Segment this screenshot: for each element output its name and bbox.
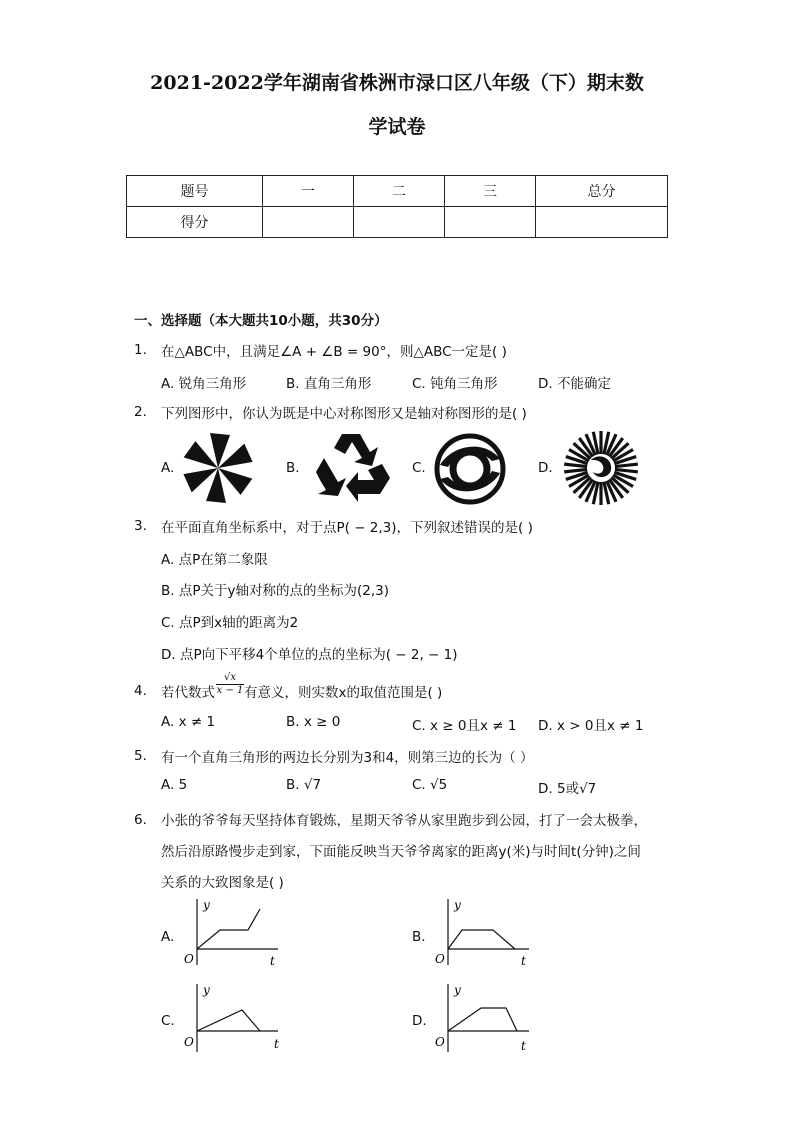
emblem-figure <box>433 432 507 506</box>
origin-label: O <box>435 952 445 966</box>
option-a: A. <box>161 929 175 945</box>
question-stem-prefix: 若代数式 <box>161 685 215 701</box>
question-stem: 在平面直角坐标系中，对于点P( − 2,3)，下列叙述错误的是( ) <box>161 520 533 536</box>
question-number: 2. <box>134 404 147 420</box>
origin-label: O <box>184 1035 194 1049</box>
option-a: A. x ≠ 1 <box>161 714 216 730</box>
origin-label: O <box>435 1035 445 1049</box>
t-label: t <box>521 954 526 968</box>
question-stem: 有一个直角三角形的两边长分别为3和4，则第三边的长为（ ） <box>161 750 534 766</box>
question-stem-suffix: 有意义，则实数x的取值范围是( ) <box>244 685 443 701</box>
t-label: t <box>274 1037 279 1051</box>
option-b: B. 点P关于y轴对称的点的坐标为(2,3) <box>161 583 389 599</box>
option-d: D. 点P向下平移4个单位的点的坐标为( − 2, − 1) <box>161 647 458 663</box>
graph-line <box>448 930 515 949</box>
t-label: t <box>270 954 275 968</box>
question-stem-line: 小张的爷爷每天坚持体育锻炼，星期天爷爷从家里跑步到公园，打了一会太极拳， <box>161 813 647 829</box>
exam-title-line1: 2021-2022学年湖南省株洲市渌口区八年级（下）期末数 <box>150 72 644 94</box>
score-table-score-row <box>127 207 668 238</box>
recycle-figure <box>312 432 390 504</box>
score-header-cell: 题号 <box>127 176 263 207</box>
score-cell <box>445 207 536 238</box>
score-cell <box>354 207 445 238</box>
option-d: D. 5或√7 <box>538 781 597 797</box>
exam-title-line2: 学试卷 <box>368 116 426 138</box>
question-number: 4. <box>134 683 147 699</box>
option-a: A. 5 <box>161 777 188 793</box>
option-c: C. 点P到x轴的距离为2 <box>161 615 299 631</box>
option-b: B. <box>286 460 300 476</box>
option-d: D. <box>412 1013 427 1029</box>
option-c: C. <box>161 1013 175 1029</box>
graph-line <box>448 1008 517 1031</box>
score-cell <box>536 207 668 238</box>
section-heading: 一、选择题（本大题共10小题，共30分） <box>134 313 388 329</box>
question-stem-line: 关系的大致图象是( ) <box>161 875 284 891</box>
option-b: B. 直角三角形 <box>286 376 372 392</box>
question-stem: 下列图形中，你认为既是中心对称图形又是轴对称图形的是( ) <box>161 406 527 422</box>
fraction <box>216 672 244 697</box>
t-label: t <box>521 1039 526 1053</box>
option-d: D. <box>538 460 553 476</box>
option-c: C. x ≥ 0且x ≠ 1 <box>412 718 517 734</box>
y-label: y <box>203 983 210 997</box>
question-stem-line: 然后沿原路慢步走到家，下面能反映当天爷爷离家的距离y(米)与时间t(分钟)之间 <box>161 844 641 860</box>
option-a: A. 锐角三角形 <box>161 376 247 392</box>
score-header-cell: 二 <box>354 176 445 207</box>
y-label: y <box>454 983 461 997</box>
score-cell <box>263 207 354 238</box>
score-header-cell: 三 <box>445 176 536 207</box>
question-number: 6. <box>134 812 147 828</box>
option-c: C. 钝角三角形 <box>412 376 498 392</box>
graph-line <box>197 1010 260 1031</box>
graph-c <box>180 980 285 1055</box>
option-b: B. √7 <box>286 777 322 793</box>
question-number: 1. <box>134 342 147 358</box>
y-label: y <box>454 898 461 912</box>
origin-label: O <box>184 952 194 966</box>
graph-line <box>197 909 260 949</box>
question-number: 5. <box>134 748 147 764</box>
y-label: y <box>203 898 210 912</box>
option-d: D. 不能确定 <box>538 376 611 392</box>
score-header-cell: 一 <box>263 176 354 207</box>
option-a: A. <box>161 460 175 476</box>
graph-d <box>431 980 536 1055</box>
option-a: A. 点P在第二象限 <box>161 552 268 568</box>
fraction-denominator: x − 1 <box>216 685 244 696</box>
fraction-numerator: √x <box>216 672 244 685</box>
graph-a <box>180 895 285 970</box>
sunburst-figure <box>560 429 642 507</box>
score-row-label: 得分 <box>127 207 263 238</box>
question-number: 3. <box>134 518 147 534</box>
option-c: C. <box>412 460 426 476</box>
pinwheel-figure <box>181 431 255 505</box>
score-table-header-row <box>127 176 668 207</box>
score-header-cell: 总分 <box>536 176 668 207</box>
option-b: B. <box>412 929 426 945</box>
option-c: C. √5 <box>412 777 448 793</box>
option-d: D. x > 0且x ≠ 1 <box>538 718 644 734</box>
question-stem: 在△ABC中，且满足∠A + ∠B = 90°，则△ABC一定是( ) <box>161 344 507 360</box>
score-table <box>126 175 668 238</box>
option-b: B. x ≥ 0 <box>286 714 341 730</box>
graph-b <box>431 895 536 970</box>
